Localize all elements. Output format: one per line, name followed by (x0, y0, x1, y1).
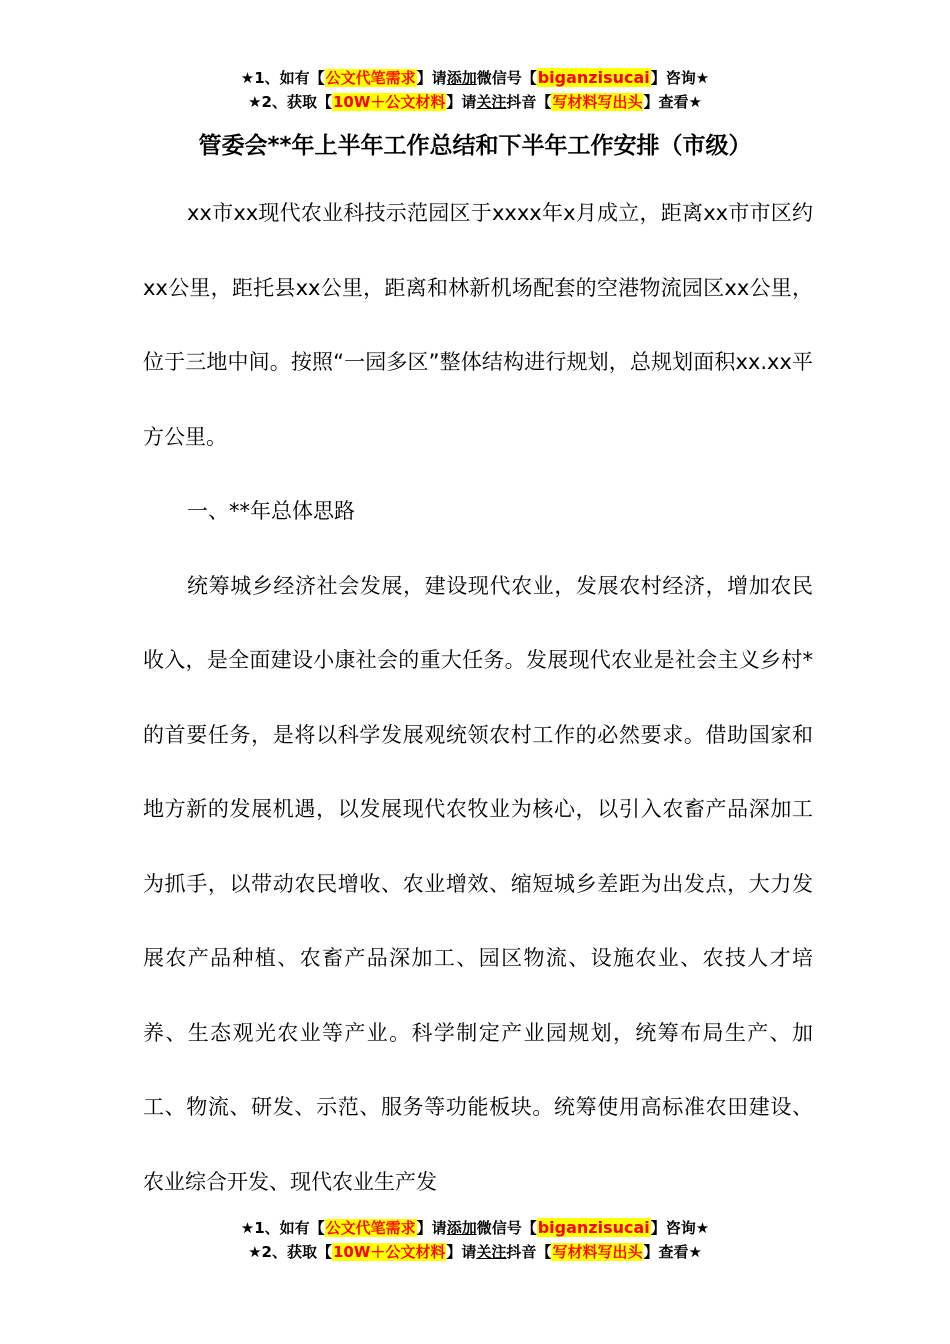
banner-highlight-wechat-id: biganzisucai (537, 68, 650, 87)
banner-highlight-douyin-id: 写材料写出头 (552, 1243, 643, 1261)
banner-line-2 (0, 90, 950, 114)
banner-highlight-douyin-id: 写材料写出头 (552, 93, 643, 111)
banner-text: 】咨询★ (650, 1219, 710, 1237)
banner-text: 】请 (416, 69, 447, 87)
banner-text: 】请 (416, 1219, 447, 1237)
banner-underlined-text: 添加 (446, 1219, 477, 1237)
banner-text: 抖音【 (506, 1243, 552, 1261)
banner-text: 抖音【 (506, 93, 552, 111)
footer-banner (0, 1216, 950, 1264)
section-heading: 一、**年总体思路 (187, 499, 355, 523)
header-banner (0, 66, 950, 114)
banner-text: 】查看★ (643, 1243, 702, 1261)
banner-highlight: 公文代笔需求 (325, 69, 416, 87)
banner-text: 】咨询★ (650, 69, 710, 87)
banner-text: 微信号【 (476, 1219, 537, 1237)
banner-text: ★2、获取【 (248, 93, 332, 111)
banner-highlight-wechat-id: biganzisucai (537, 1218, 650, 1237)
document-title: 管委会**年上半年工作总结和下半年工作安排（市级） (198, 133, 752, 159)
banner-line-2 (0, 1240, 950, 1264)
banner-underlined-text: 添加 (446, 69, 477, 87)
banner-text: ★2、获取【 (248, 1243, 332, 1261)
paragraph-intro: xx市xx现代农业科技示范园区于xxxx年x月成立，距离xx市市区约xx公里，距托县xx公里，距离和林新机场配套的空港物流园区xx公里，位于三地中间。按照“一园多区”整体结构进行规划，总规划面积xx.xx平方公里。 (143, 201, 813, 449)
document-body (143, 176, 813, 1219)
banner-line-1 (0, 1216, 950, 1240)
banner-text: 微信号【 (476, 69, 537, 87)
banner-highlight: 公文代笔需求 (325, 1219, 416, 1237)
banner-text: ★1、如有【 (240, 1219, 325, 1237)
banner-text: ★1、如有【 (240, 69, 325, 87)
banner-text: 】请 (446, 93, 477, 111)
banner-highlight: 10W＋公文材料 (332, 93, 446, 111)
paragraph-overall-thinking: 统筹城乡经济社会发展，建设现代农业，发展农村经济，增加农民收入，是全面建设小康社会的重大任务。发展现代农业是社会主义乡村*的首要任务，是将以科学发展观统领农村工作的必然要求。借助国家和地方新的发展机遇，以发展现代农牧业为核心，以引入农畜产品深加工为抓手，以带动农民增收、农业增效、缩短城乡差距为出发点，大力发展农产品种植、农畜产品深加工、园区物流、设施农业、农技人才培养、生态观光农业等产业。科学制定产业园规划，统筹布局生产、加工、物流、研发、示范、服务等功能板块。统筹使用高标准农田建设、农业综合开发、现代农业生产发 (143, 573, 813, 1194)
banner-text: 】查看★ (643, 93, 702, 111)
banner-line-1 (0, 66, 950, 90)
banner-highlight: 10W＋公文材料 (332, 1243, 446, 1261)
banner-underlined-text: 关注 (476, 1243, 507, 1261)
banner-text: 】请 (446, 1243, 477, 1261)
banner-underlined-text: 关注 (476, 93, 507, 111)
